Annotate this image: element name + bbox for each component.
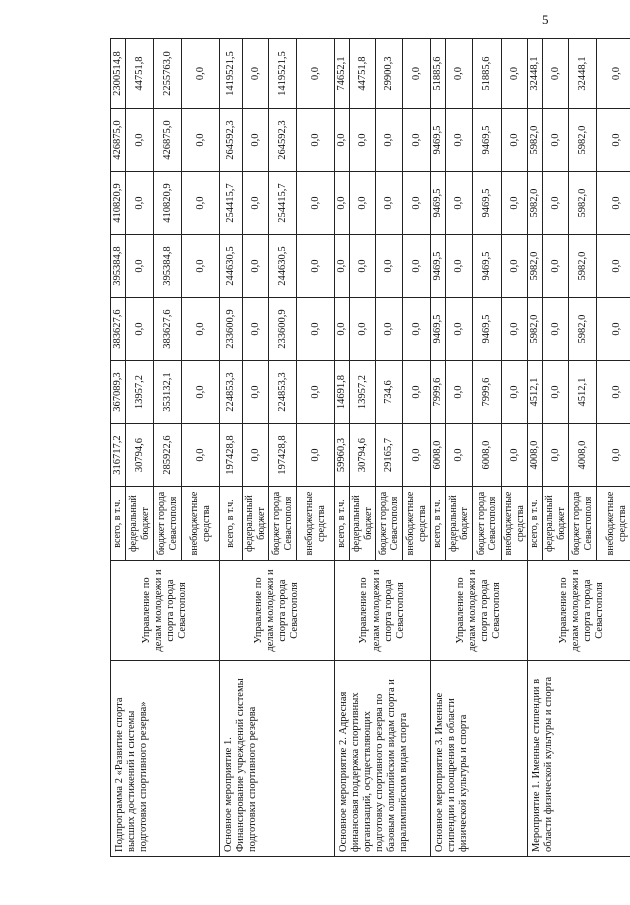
value-cell: 0,0	[597, 109, 630, 172]
value-cell: 9469,5	[431, 172, 446, 235]
value-cell: 285922,6	[154, 424, 182, 487]
value-cell: 224853,3	[220, 361, 243, 424]
funding-source-cell: внебюджетные средства	[597, 487, 630, 561]
total-value-cell: 0,0	[243, 39, 269, 109]
value-cell: 0,0	[376, 172, 403, 235]
value-cell: 353132,1	[154, 361, 182, 424]
value-cell: 0,0	[297, 172, 335, 235]
table-row	[335, 39, 350, 857]
value-cell: 0,0	[297, 424, 335, 487]
value-cell: 0,0	[126, 235, 154, 298]
value-cell: 0,0	[403, 361, 431, 424]
funding-source-cell: всего, в т.ч.	[431, 487, 446, 561]
value-cell: 410820,9	[154, 172, 182, 235]
value-cell: 0,0	[597, 361, 630, 424]
table-row	[431, 39, 446, 857]
funding-source-cell: всего, в т.ч.	[528, 487, 543, 561]
total-value-cell: 0,0	[182, 39, 220, 109]
value-cell: 0,0	[446, 424, 473, 487]
value-cell: 0,0	[597, 424, 630, 487]
value-cell: 0,0	[403, 109, 431, 172]
value-cell: 5982,0	[528, 235, 543, 298]
total-value-cell: 44751,8	[126, 39, 154, 109]
value-cell: 5982,0	[528, 172, 543, 235]
value-cell: 0,0	[126, 172, 154, 235]
value-cell: 0,0	[376, 109, 403, 172]
total-value-cell: 1419521,5	[220, 39, 243, 109]
funding-source-cell: федеральный бюджет	[243, 487, 269, 561]
funding-source-cell: всего, в т.ч.	[111, 487, 126, 561]
funding-source-cell: федеральный бюджет	[350, 487, 376, 561]
value-cell: 197428,8	[269, 424, 297, 487]
value-cell: 0,0	[335, 172, 350, 235]
value-cell: 5982,0	[528, 298, 543, 361]
value-cell: 0,0	[543, 109, 569, 172]
value-cell: 0,0	[543, 172, 569, 235]
value-cell: 0,0	[243, 424, 269, 487]
funding-source-cell: федеральный бюджет	[446, 487, 473, 561]
value-cell: 4008,0	[569, 424, 597, 487]
value-cell: 9469,5	[473, 109, 502, 172]
executor-cell: Управление по делам молодежи и спорта города Севастополя	[111, 561, 220, 661]
value-cell: 0,0	[297, 235, 335, 298]
total-value-cell: 29900,3	[376, 39, 403, 109]
value-cell: 264592,3	[269, 109, 297, 172]
value-cell: 0,0	[543, 361, 569, 424]
value-cell: 0,0	[243, 109, 269, 172]
value-cell: 0,0	[502, 235, 528, 298]
value-cell: 0,0	[502, 361, 528, 424]
value-cell: 0,0	[350, 298, 376, 361]
table-row	[220, 39, 243, 857]
value-cell: 233600,9	[269, 298, 297, 361]
value-cell: 0,0	[597, 235, 630, 298]
funding-source-cell: всего, в т.ч.	[220, 487, 243, 561]
value-cell: 9469,5	[431, 109, 446, 172]
funding-source-cell: федеральный бюджет	[543, 487, 569, 561]
value-cell: 0,0	[446, 172, 473, 235]
value-cell: 5982,0	[569, 298, 597, 361]
value-cell: 383627,6	[154, 298, 182, 361]
value-cell: 244630,5	[269, 235, 297, 298]
value-cell: 0,0	[297, 361, 335, 424]
value-cell: 254415,7	[269, 172, 297, 235]
value-cell: 233600,9	[220, 298, 243, 361]
program-name-cell: Мероприятие 1. Именные стипендии в области физической культуры и спорта	[528, 661, 630, 857]
value-cell: 9469,5	[431, 298, 446, 361]
value-cell: 0,0	[243, 172, 269, 235]
funding-source-cell: внебюджетные средства	[502, 487, 528, 561]
program-name-cell: Основное мероприятие 3. Именные стипендии и поощрения в области физической культуры и спорта	[431, 661, 528, 857]
value-cell: 0,0	[350, 109, 376, 172]
total-value-cell: 32448,1	[528, 39, 543, 109]
total-value-cell: 0,0	[403, 39, 431, 109]
value-cell: 426875,0	[154, 109, 182, 172]
value-cell: 0,0	[376, 298, 403, 361]
value-cell: 0,0	[543, 235, 569, 298]
value-cell: 9469,5	[473, 298, 502, 361]
executor-cell: Управление по делам молодежи и спорта города Севастополя	[335, 561, 431, 661]
value-cell: 0,0	[182, 235, 220, 298]
total-value-cell: 51885,6	[431, 39, 446, 109]
value-cell: 0,0	[446, 361, 473, 424]
value-cell: 0,0	[243, 298, 269, 361]
value-cell: 0,0	[243, 235, 269, 298]
rotated-page	[110, 39, 628, 857]
total-value-cell: 32448,1	[569, 39, 597, 109]
value-cell: 395384,8	[154, 235, 182, 298]
total-value-cell: 2255763,0	[154, 39, 182, 109]
value-cell: 367089,3	[111, 361, 126, 424]
value-cell: 0,0	[297, 109, 335, 172]
value-cell: 264592,3	[220, 109, 243, 172]
value-cell: 29165,7	[376, 424, 403, 487]
table-row	[111, 39, 126, 857]
value-cell: 0,0	[243, 361, 269, 424]
value-cell: 6008,0	[431, 424, 446, 487]
value-cell: 0,0	[403, 172, 431, 235]
value-cell: 5982,0	[569, 109, 597, 172]
executor-cell: Управление по делам молодежи и спорта города Севастополя	[220, 561, 335, 661]
total-value-cell: 0,0	[543, 39, 569, 109]
value-cell: 4008,0	[528, 424, 543, 487]
value-cell: 0,0	[597, 172, 630, 235]
value-cell: 4512,1	[569, 361, 597, 424]
value-cell: 0,0	[350, 235, 376, 298]
value-cell: 9469,5	[473, 235, 502, 298]
executor-cell: Управление по делам молодежи и спорта города Севастополя	[431, 561, 528, 661]
value-cell: 197428,8	[220, 424, 243, 487]
value-cell: 30794,6	[350, 424, 376, 487]
value-cell: 0,0	[350, 172, 376, 235]
value-cell: 0,0	[543, 424, 569, 487]
value-cell: 7999,6	[431, 361, 446, 424]
program-name-cell: Подпрограмма 2 «Развитие спорта высших достижений и системы подготовки спортивного резерва»	[111, 661, 220, 857]
total-value-cell: 51885,6	[473, 39, 502, 109]
value-cell: 6008,0	[473, 424, 502, 487]
value-cell: 0,0	[297, 298, 335, 361]
executor-cell: Управление по делам молодежи и спорта города Севастополя	[528, 561, 630, 661]
value-cell: 254415,7	[220, 172, 243, 235]
funding-source-cell: внебюджетные средства	[297, 487, 335, 561]
total-value-cell: 2300514,8	[111, 39, 126, 109]
program-name-cell: Основное мероприятие 1. Финансирование учреждений системы подготовки спортивного резерва	[220, 661, 335, 857]
value-cell: 0,0	[126, 109, 154, 172]
value-cell: 0,0	[335, 298, 350, 361]
value-cell: 0,0	[126, 298, 154, 361]
value-cell: 0,0	[543, 298, 569, 361]
value-cell: 0,0	[182, 424, 220, 487]
value-cell: 0,0	[182, 361, 220, 424]
value-cell: 14691,8	[335, 361, 350, 424]
value-cell: 0,0	[502, 109, 528, 172]
page-number: 5	[542, 12, 549, 27]
value-cell: 5982,0	[569, 235, 597, 298]
funding-source-cell: бюджет города Севастополя	[569, 487, 597, 561]
value-cell: 13957,2	[126, 361, 154, 424]
total-value-cell: 74652,1	[335, 39, 350, 109]
program-name-cell: Основное мероприятие 2. Адресная финансовая поддержка спортивных организаций, осуществляющих подготовку спортивного резерва по базовым олимпийским видам спорта и паралимпийским видам спорта	[335, 661, 431, 857]
value-cell: 0,0	[182, 109, 220, 172]
funding-source-cell: бюджет города Севастополя	[154, 487, 182, 561]
funding-source-cell: бюджет города Севастополя	[473, 487, 502, 561]
value-cell: 30794,6	[126, 424, 154, 487]
total-value-cell: 0,0	[297, 39, 335, 109]
value-cell: 383627,6	[111, 298, 126, 361]
value-cell: 0,0	[376, 235, 403, 298]
value-cell: 244630,5	[220, 235, 243, 298]
funding-source-cell: бюджет города Севастополя	[269, 487, 297, 561]
funding-source-cell: федеральный бюджет	[126, 487, 154, 561]
value-cell: 0,0	[446, 298, 473, 361]
value-cell: 0,0	[446, 109, 473, 172]
value-cell: 0,0	[502, 424, 528, 487]
value-cell: 316717,2	[111, 424, 126, 487]
total-value-cell: 44751,8	[350, 39, 376, 109]
value-cell: 9469,5	[473, 172, 502, 235]
value-cell: 7999,6	[473, 361, 502, 424]
value-cell: 0,0	[403, 235, 431, 298]
table-body	[111, 39, 630, 857]
funding-source-cell: бюджет города Севастополя	[376, 487, 403, 561]
value-cell: 734,6	[376, 361, 403, 424]
value-cell: 224853,3	[269, 361, 297, 424]
value-cell: 0,0	[403, 298, 431, 361]
total-value-cell: 0,0	[446, 39, 473, 109]
total-value-cell: 0,0	[502, 39, 528, 109]
total-value-cell: 1419521,5	[269, 39, 297, 109]
value-cell: 0,0	[502, 172, 528, 235]
funding-source-cell: внебюджетные средства	[182, 487, 220, 561]
value-cell: 0,0	[597, 298, 630, 361]
value-cell: 0,0	[502, 298, 528, 361]
value-cell: 395384,8	[111, 235, 126, 298]
value-cell: 410820,9	[111, 172, 126, 235]
value-cell: 0,0	[182, 298, 220, 361]
value-cell: 5982,0	[528, 109, 543, 172]
value-cell: 0,0	[335, 235, 350, 298]
value-cell: 5982,0	[569, 172, 597, 235]
funding-source-cell: внебюджетные средства	[403, 487, 431, 561]
value-cell: 0,0	[403, 424, 431, 487]
total-value-cell: 0,0	[597, 39, 630, 109]
table-row	[528, 39, 543, 857]
funding-source-cell: всего, в т.ч.	[335, 487, 350, 561]
value-cell: 9469,5	[431, 235, 446, 298]
value-cell: 0,0	[446, 235, 473, 298]
value-cell: 4512,1	[528, 361, 543, 424]
value-cell: 13957,2	[350, 361, 376, 424]
value-cell: 0,0	[335, 109, 350, 172]
value-cell: 0,0	[182, 172, 220, 235]
value-cell: 59960,3	[335, 424, 350, 487]
budget-table	[110, 38, 630, 857]
value-cell: 426875,0	[111, 109, 126, 172]
